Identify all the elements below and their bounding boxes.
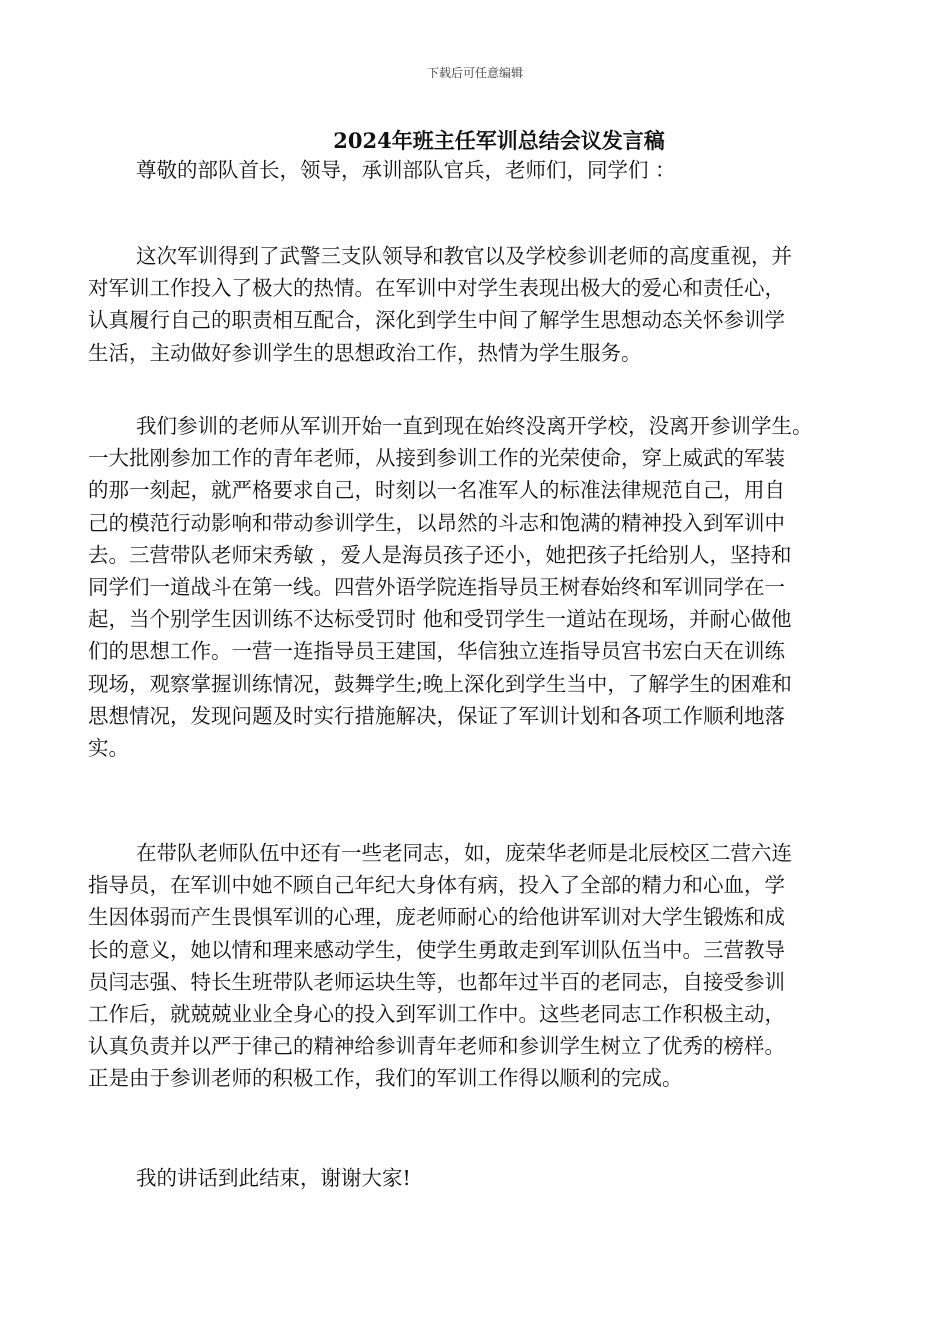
- paragraph-line: 实。: [88, 736, 129, 761]
- paragraph-line: 同学们一道战斗在第一线。四营外语学院连指导员王树春始终和军训同学在一: [88, 575, 785, 600]
- paragraph-closing: [88, 1162, 868, 1194]
- paragraph-line: 认真履行自己的职责相互配合，深化到学生中间了解学生思想动态关怀参训学: [88, 308, 785, 333]
- paragraph-line: 一大批刚参加工作的青年老师，从接到参训工作的光荣使命，穿上威武的军装: [88, 446, 785, 471]
- paragraph-line: 正是由于参训老师的积极工作，我们的军训工作得以顺利的完成。: [88, 1066, 683, 1091]
- paragraph-line: 我们参训的老师从军训开始一直到现在始终没离开学校，没离开参训学生。: [136, 414, 813, 438]
- paragraph-line: 起，当个别学生因训练不达标受罚时 他和受罚学生一道站在现场，并耐心做他: [88, 607, 792, 632]
- paragraph-line: 的那一刻起，就严格要求自己，时刻以一名准军人的标准法律规范自己，用自: [88, 478, 785, 503]
- paragraph-line: 长的意义，她以情和理来感动学生，使学生勇敢走到军训队伍当中。三营教导: [88, 937, 785, 962]
- paragraph-line: 员闫志强、特长生班带队老师运块生等，也都年过半百的老同志，自接受参训: [88, 969, 785, 994]
- paragraph-line: 们的思想工作。一营一连指导员王建国，华信独立连指导员宫书宏白天在训练: [88, 639, 785, 664]
- paragraph-line: 生活，主动做好参训学生的思想政治工作，热情为学生服务。: [88, 340, 642, 365]
- paragraph-line: 工作后，就兢兢业业全身心的投入到军训工作中。这些老同志工作积极主动，: [88, 1002, 785, 1027]
- document-title: 2024年班主任军训总结会议发言稿: [333, 128, 665, 153]
- paragraph-1: [88, 240, 868, 369]
- paragraph-line: 对军训工作投入了极大的热情。在军训中对学生表现出极大的爱心和责任心，: [88, 276, 785, 301]
- paragraph-line: 在带队老师队伍中还有一些老同志，如，庞荣华老师是北辰校区二营六连: [136, 841, 792, 865]
- paragraph-line: 认真负责并以严于律己的精神给参训青年老师和参训学生树立了优秀的榜样。: [88, 1034, 785, 1059]
- paragraph-line: 现场，观察掌握训练情况，鼓舞学生;晚上深化到学生当中，了解学生的困难和: [88, 671, 792, 696]
- paragraph-line: 这次军训得到了武警三支队领导和教官以及学校参训老师的高度重视，并: [136, 244, 792, 268]
- header-note: 下载后可任意编辑: [426, 66, 523, 80]
- salutation: 尊敬的部队首长，领导，承训部队官兵，老师们，同学们 ：: [136, 158, 676, 182]
- paragraph-line: 指导员，在军训中她不顾自己年纪大身体有病，投入了全部的精力和心血，学: [88, 873, 785, 898]
- paragraph-line: 生因体弱而产生畏惧军训的心理，庞老师耐心的给他讲军训对大学生锻炼和成: [88, 905, 785, 930]
- paragraph-3: [88, 837, 868, 1095]
- paragraph-line: 我的讲话到此结束，谢谢大家!: [136, 1166, 411, 1190]
- paragraph-line: 思想情况，发现问题及时实行措施解决，保证了军训计划和各项工作顺利地落: [88, 703, 785, 728]
- paragraph-line: 去。三营带队老师宋秀敏 ，爱人是海员孩子还小，她把孩子托给别人，坚持和: [88, 542, 792, 567]
- paragraph-2: [88, 410, 868, 764]
- paragraph-line: 己的模范行动影响和带动参训学生，以昂然的斗志和饱满的精神投入到军训中: [88, 510, 785, 535]
